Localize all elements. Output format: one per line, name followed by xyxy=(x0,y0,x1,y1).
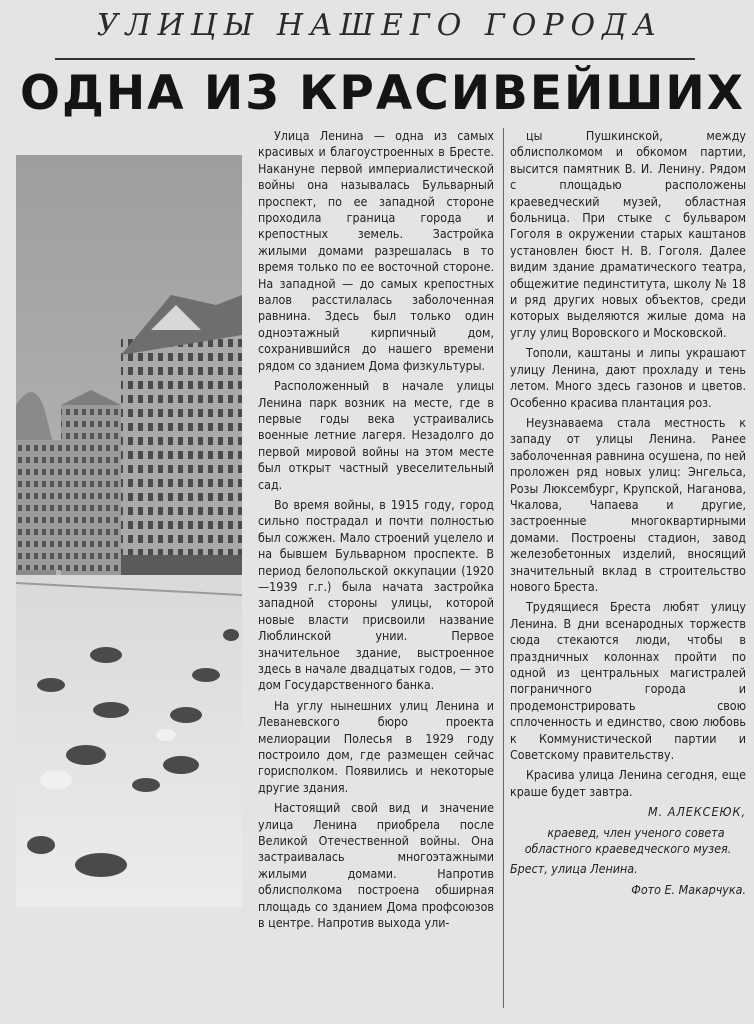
headline: ОДНА ИЗ КРАСИВЕЙШИХ xyxy=(20,66,745,121)
title-rule xyxy=(55,58,695,60)
author-signature: М. АЛЕКСЕЮК, xyxy=(648,804,746,820)
far-building xyxy=(16,440,64,570)
article-column-2 xyxy=(510,128,746,902)
paragraph: цы Пушкинской, между облисполкомом и обкомом партии, высится памятник В. И. Ленину. Рядом с площадью расположены краеведческий музей, областная больница. При стыке с бульваром Гоголя в окружении старых каштанов установлен бюст Н. В. Гоголя. Далее видим здание драматического театра, общежитие пединститута, школу № 18 и ряд других новых объектов, среди которых выделяются жилые дома на углу улиц Воровского и Московской. xyxy=(510,128,746,340)
paragraph: Расположенный в начале улицы Ленина парк возник на месте, где в первые годы века устраивались военные летние лагеря. Незадолго до первой мировой войны на этом месте был открыт частный увеселительный сад. xyxy=(258,378,494,492)
paragraph: Неузнаваема стала местность к западу от улицы Ленина. Ранее заболоченная равнина осушена, по ней проложен ряд новых улиц: Энгельса, Розы Люксембург, Крупской, Наганова, Чкалова, Чапаева и другие, застроенные многоквартирными домами. Построены стадион, завод железобетонных изделий, вносящий значительный вклад в строительство нового Бреста. xyxy=(510,414,746,594)
paragraph: Красива улица Ленина сегодня, еще краше будет завтра. xyxy=(510,767,746,799)
column-divider xyxy=(503,128,504,1008)
middle-building xyxy=(61,405,121,575)
paragraph: Улица Ленина — одна из самых красивых и благоустроенных в Бресте. Накануне первой империалистической войны она называлась Бульварный проспект, по ее западной стороне проходила граница города и крепостных земель. Застройка жилыми домами разрешалась в то время только по ее восточной стороне. На западной — до самых крепостных валов расстилалась заболоченная равнина. Здесь был только один одноэтажный кирпичный дом, сохранившийся до нашего времени рядом со зданием Дома физкультуры. xyxy=(258,128,494,373)
author-role: краевед, член ученого совета областного краеведческого музея. xyxy=(524,824,732,857)
road xyxy=(16,575,242,907)
paragraph: Тополи, каштаны и липы украшают улицу Ленина, дают прохладу и тень летом. Много здесь газонов и цветов. Особенно красива плантация роз. xyxy=(510,345,746,410)
article-column-1 xyxy=(258,128,494,1008)
paragraph: На углу нынешних улиц Ленина и Леваневского бюро проекта мелиорации Полесья в 1929 году построило дом, где размещен сейчас горисполком. Появились и некоторые другие здания. xyxy=(258,697,494,795)
paragraph: Настоящий свой вид и значение улица Ленина приобрела после Великой Отечественной войны. Она застраивалась многоэтажными жилыми домами. Напротив облисполкома построена обширная площадь со зданием Дома профсоюзов в центре. Напротив выхода ули- xyxy=(258,800,494,931)
rubric-title: УЛИЦЫ НАШЕГО ГОРОДА xyxy=(96,8,664,43)
photo-location: Брест, улица Ленина. xyxy=(510,861,638,877)
photo-credit: Фото Е. Макарчука. xyxy=(631,881,746,897)
paragraph: Во время войны, в 1915 году, город сильно пострадал и почти полностью был сожжен. Мало строений уцелело и на бывшем Бульварном проспекте. В период белопольской оккупации (1920—1939 г.г.) была начата застройка западной стороны улицы, которой новые власти присвоили название Люблинской унии. Первое значительное здание, выстроенное здесь в начале двадцатых годов, — это дом Государственного банка. xyxy=(258,496,494,693)
street-photo xyxy=(16,155,242,907)
paragraph: Трудящиеся Бреста любят улицу Ленина. В дни всенародных торжеств сюда стекаются люди, чтобы в праздничных колоннах пройти по одной из центральных магистралей пограничного города и продемонстрировать свою сплоченность и единство, свою любовь к Коммунистической партии и Советскому правительству. xyxy=(510,599,746,763)
main-building xyxy=(121,335,242,575)
